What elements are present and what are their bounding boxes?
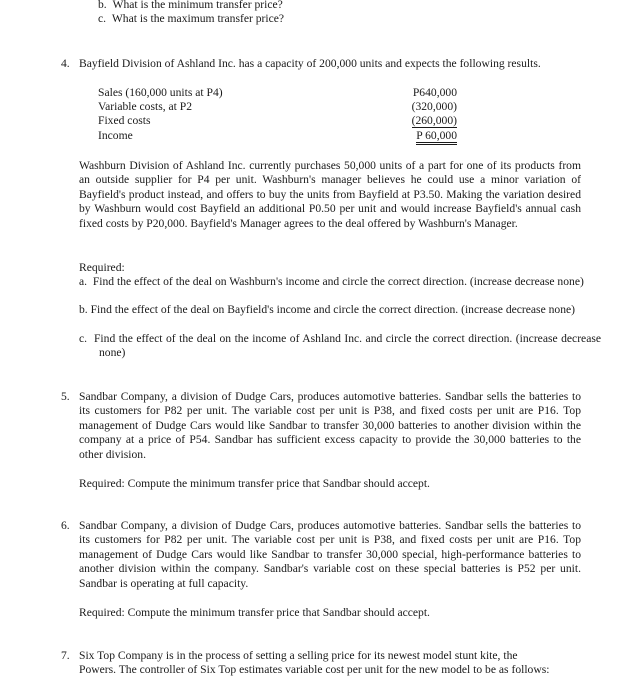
item-text: Find the effect of the deal on Washburn's income and circle the correct direction. (increase decrease none): [92, 275, 584, 288]
table-value-income: P 60,000: [416, 129, 457, 145]
q4-number: 4.: [61, 57, 70, 70]
q4-item-a: [79, 275, 601, 289]
item-marker: a.: [79, 275, 88, 288]
item-text: What is the maximum transfer price?: [111, 12, 285, 25]
q4-intro: Bayfield Division of Ashland Inc. has a capacity of 200,000 units and expects the following results.: [79, 57, 541, 70]
q4-required-label: Required:: [79, 261, 125, 274]
q6-required: Required: Compute the minimum transfer price that Sandbar should accept.: [79, 606, 430, 619]
top-item-c: [98, 12, 284, 26]
q5-required: Required: Compute the minimum transfer price that Sandbar should accept.: [79, 477, 430, 490]
q4-item-c: [79, 332, 601, 361]
table-value-fixed-costs: (260,000): [411, 114, 457, 127]
table-label-fixed-costs: Fixed costs: [98, 114, 151, 127]
table-value-variable-costs: (320,000): [411, 100, 457, 113]
item-text: What is the minimum transfer price?: [112, 0, 283, 11]
top-item-b: [98, 0, 283, 12]
table-value-sales: P640,000: [412, 86, 457, 99]
item-marker: c.: [98, 12, 107, 25]
q7-number: 7.: [61, 649, 70, 662]
q5-number: 5.: [61, 390, 70, 403]
item-marker: b.: [79, 303, 88, 316]
q7-paragraph: Six Top Company is in the process of setting a selling price for its newest model stunt kite, the Powers. The controller of Six Top estimates variable cost per unit for the new model to be as follows:: [79, 649, 550, 677]
table-label-income: Income: [98, 129, 133, 142]
table-label-sales: Sales (160,000 units at P4): [98, 86, 223, 99]
q6-paragraph: Sandbar Company, a division of Dudge Cars, produces automotive batteries. Sandbar sells the batteries to its customers for P82 per unit. The variable cost per unit is P38, and fixed costs per unit are P16. Top management of Dudge Cars would like Sandbar to transfer 30,000 special, high-performance batteries to another division within the company. Sandbar's variable cost on these special batteries is P52 per unit. Sandbar is operating at full capacity.: [79, 519, 581, 590]
q4-item-b: [79, 303, 601, 317]
table-label-variable-costs: Variable costs, at P2: [98, 100, 193, 113]
item-text: Find the effect of the deal on Bayfield's income and circle the correct direction. (increase decrease none): [90, 303, 576, 316]
q5-paragraph: Sandbar Company, a division of Dudge Cars, produces automotive batteries. Sandbar sells the batteries to its customers for P82 per unit. The variable cost per unit is P38, and fixed costs per unit are P16. Top management of Dudge Cars would like Sandbar to transfer 30,000 batteries to another division within the company at a price of P54. Sandbar has sufficient excess capacity to provide the 30,000 batteries to the other division.: [79, 390, 581, 461]
q6-number: 6.: [61, 519, 70, 532]
q4-paragraph: Washburn Division of Ashland Inc. currently purchases 50,000 units of a part for one of its products from an outside supplier for P4 per unit. Washburn's manager believes he could use a minor variation of Bayfield's product instead, and offers to buy the units from Bayfield at P3.50. Making the variation desired by Washburn would cost Bayfield an additional P0.50 per unit and would increase Bayfield's annual cash fixed costs by P20,000. Bayfield's Manager agrees to the deal offered by Washburn's Manager.: [79, 159, 581, 230]
item-marker: c.: [79, 332, 88, 345]
item-marker: b.: [98, 0, 107, 11]
item-text: Find the effect of the deal on the income of Ashland Inc. and circle the correct direction. (increase decrease none): [93, 332, 601, 360]
